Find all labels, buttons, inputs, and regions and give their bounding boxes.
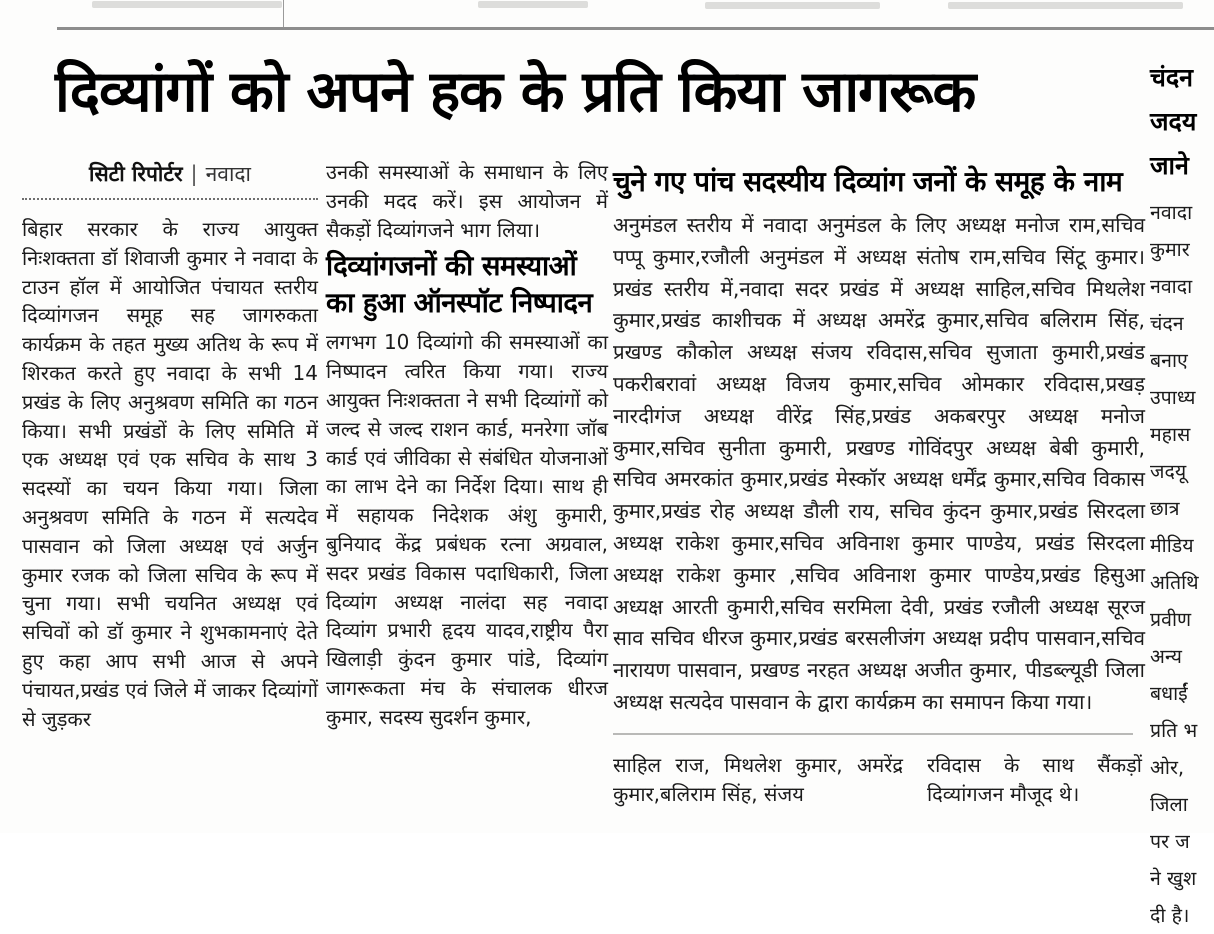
adjacent-text-fragment: नवादा [1150, 275, 1193, 298]
paragraph-column-1: बिहार सरकार के राज्य आयुक्त निःशक्तता डॉ शिवाजी कुमार ने नवादा के टाउन हॉल में आयोजित पंचायत स्तरीय दिव्यांगजन समूह सह जागरुकता कार्यक्रम के तहत मुख्य अतिथ के रूप में शिरकत करते हुए नवादा के सभी 14 प्रखंड के लिए अनुश्रवण समिति का गठन किया। सभी प्रखंडों के लिए समिति में एक अध्यक्ष एवं एक सचिव के साथ 3 सदस्यों का चयन किया गया। जिला अनुश्रवण समिति के गठन में सत्यदेव पासवान को जिला अध्यक्ष एवं अर्जुन कुमार रजक को जिला सचिव के रूप में चुना गया। सभी चयनित अध्यक्ष एवं सचिवों को डॉ कुमार ने शुभकामनाएं देते हुए कहा आप सभी आज से अपने पंचायत,प्रखंड एवं जिले में जाकर दिव्यांगों से जुड़कर [22, 217, 318, 731]
names-box-heading: चुने गए पांच सदस्यीय दिव्यांग जनों के समूह के नाम [613, 165, 1123, 198]
byline-reporter: सिटी रिपोर्टर [89, 162, 183, 186]
text-remnant [92, 1, 282, 8]
text-remnant [948, 2, 1183, 9]
names-box-column [613, 158, 1145, 808]
adjacent-text-fragment: महास [1150, 423, 1191, 446]
column-divider-line [283, 0, 284, 27]
adjacent-text-fragment: बधाईं [1150, 682, 1188, 705]
article-column-2 [326, 158, 608, 732]
adjacent-text-fragment: बनाए [1150, 349, 1188, 372]
adjacent-text-fragment: पर ज [1150, 830, 1190, 853]
adjacent-text-fragment: कुमार [1150, 238, 1190, 261]
names-box-paragraph: अनुमंडल स्तरीय में नवादा अनुमंडल के लिए अध्यक्ष मनोज राम,सचिव पप्पू कुमार,रजौली अनुमंडल में अध्यक्ष संतोष राम,सचिव सिंटू कुमार। प्रखंड स्तरीय में,नवादा सदर प्रखंड में अध्यक्ष साहिल,सचिव मिथलेश कुमार,प्रखंड काशीचक में अध्यक्ष अमरेंद्र कुमार,सचिव बलिराम सिंह, प्रखण्ड कौकोल अध्यक्ष संजय रविदास,सचिव सुजाता कुमारी,प्रखंड पकरीबरावां अध्यक्ष विजय कुमार,सचिव ओमकार रविदास,प्रखड़ नारदीगंज अध्यक्ष वीरेंद्र सिंह,प्रखंड अकबरपुर अध्यक्ष मनोज कुमार,सचिव सुनीता कुमारी, प्रखण्ड गोविंदपुर अध्यक्ष बेबी कुमारी, सचिव अमरकांत कुमार,प्रखंड मेस्कॉर अध्यक्ष धर्मेंद्र कुमार,सचिव विकास कुमार,प्रखंड रोह अध्यक्ष डौली राय, सचिव कुंदन कुमार,प्रखंड सिरदला अध्यक्ष राकेश कुमार,सचिव अविनाश कुमार पाण्डेय, प्रखंड सिरदला अध्यक्ष राकेश कुमार ,सचिव अविनाश कुमार पाण्डेय,प्रखंड हिसुआ अध्यक्ष आरती कुमारी,सचिव सरमिला देवी, प्रखंड रजौली अध्यक्ष सूरज साव सचिव धीरज कुमार,प्रखंड बरसलीजंग अध्यक्ष प्रदीप पासवान,सचिव नारायण पासवान, प्रखण्ड नरहत अध्यक्ष अजीत कुमार, पीडब्ल्यूडी जिला अध्यक्ष सत्यदेव पासवान के द्वारा कार्यक्रम का समापन किया गया। [613, 213, 1145, 714]
adjacent-text-fragment: दी है। [1150, 904, 1190, 927]
footer-paragraph-left: साहिल राज, मिथलेश कुमार, अमरेंद्र कुमार,बलिराम सिंह, संजय [613, 752, 903, 806]
article-subheading: दिव्यांगजनों की समस्याओं का हुआ ऑनस्पॉट निष्पादन [326, 250, 593, 320]
footer-columns [613, 751, 1145, 809]
adjacent-text-fragment: ने खुश [1150, 867, 1197, 890]
article-column-1 [22, 158, 318, 733]
adjacent-text-fragment: चंदन [1150, 312, 1184, 335]
adjacent-text-fragment: नवादा [1150, 201, 1193, 224]
adjacent-headline-fragment: जाने [1150, 151, 1189, 180]
adjacent-headline-fragment: जदय [1150, 107, 1197, 136]
adjacent-headline [1150, 56, 1214, 188]
adjacent-text-fragment: उपाध्य [1150, 386, 1196, 409]
byline [22, 160, 318, 188]
article-headline: दिव्यांगों को अपने हक के प्रति किया जागरूक [55, 59, 976, 125]
adjacent-text-fragment: प्रति भ [1150, 719, 1198, 742]
adjacent-text-fragment: छात्र [1150, 497, 1180, 520]
top-strip [0, 0, 1214, 28]
byline-location: नवादा [205, 162, 251, 186]
adjacent-text-fragment: अतिथि [1150, 571, 1199, 594]
footer-paragraph-right: रविदास के साथ सैंकड़ों दिव्यांगजन मौजूद थे। [927, 752, 1142, 806]
text-remnant [478, 1, 588, 8]
byline-separator: | [190, 162, 198, 186]
paragraph-column-2-bottom: लगभग 10 दिव्यांगो की समस्याओं का निष्पादन त्वरित किया गया। राज्य आयुक्त निःशक्तता ने सभी दिव्यांगों को जल्द से जल्द राशन कार्ड, मनरेगा जॉब कार्ड एवं जीविका से संबंधित योजनाओं का लाभ देने का निर्देश दिया। साथ ही में सहायक निदेशक अंशु कुमारी, बुनियाद केंद्र प्रबंधक रत्ना अग्रवाल, सदर प्रखंड विकास पदाधिकारी, जिला दिव्यांग अध्यक्ष नालंदा सह नवादा दिव्यांग प्रभारी हृदय यादव,राष्ट्रीय पैरा खिलाड़ी कुंदन कुमार पांडे, दिव्यांग जागरूकता मंच के संचालक धीरज कुमार, सदस्य सुदर्शन कुमार, [326, 330, 608, 729]
text-remnant [705, 2, 880, 9]
paragraph-column-2-top: उनकी समस्याओं के समाधान के लिए उनकी मदद करें। इस आयोजन में सैकड़ों दिव्यांगजने भाग लिया। [326, 160, 608, 242]
byline-divider [22, 198, 318, 200]
adjacent-text-fragment: जदयू [1150, 460, 1187, 483]
adjacent-text-fragment: जिला [1150, 793, 1188, 816]
adjacent-text-fragment: ओर, [1150, 756, 1185, 779]
adjacent-text-fragment: अन्य [1150, 645, 1182, 668]
adjacent-article-column [1150, 56, 1214, 927]
adjacent-body [1150, 194, 1214, 934]
adjacent-headline-fragment: चंदन [1150, 63, 1194, 92]
adjacent-text-fragment: मीडिय [1150, 534, 1194, 557]
adjacent-text-fragment: प्रवीण [1150, 608, 1192, 631]
section-top-rule [57, 27, 1214, 30]
footer-divider [613, 733, 1133, 735]
